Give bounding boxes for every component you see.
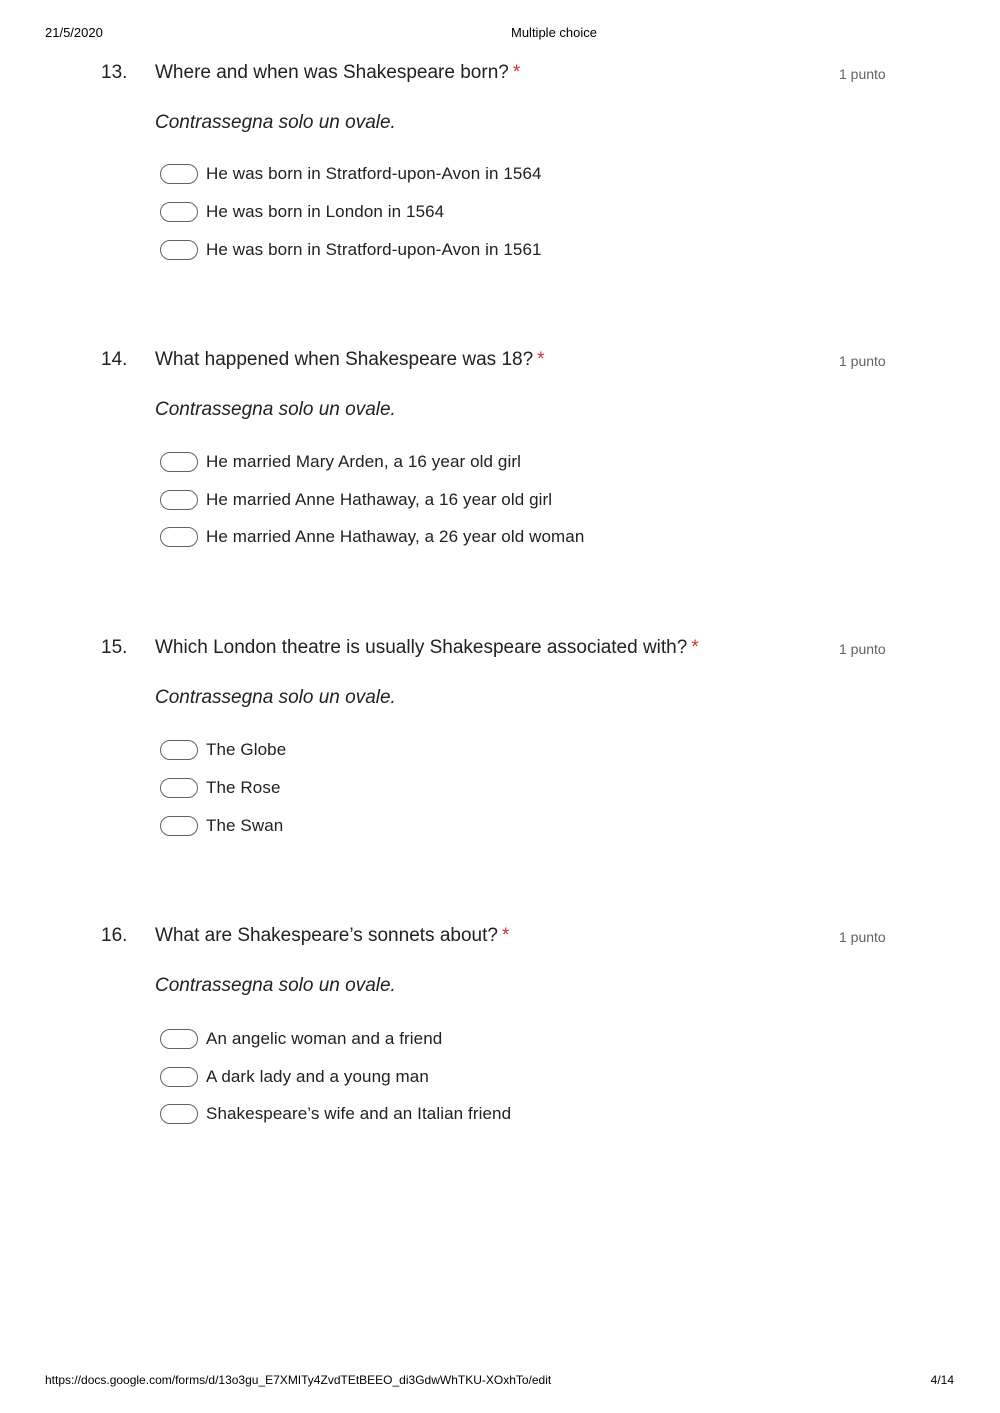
page-url: https://docs.google.com/forms/d/13o3gu_E7XMITy4ZvdTEtBEEO_di3GdwWhTKU-XOxhTo/edit: [45, 1373, 552, 1387]
option-label: The Globe: [206, 740, 287, 759]
option-label: The Rose: [206, 778, 281, 797]
option[interactable]: [160, 814, 283, 838]
option-label: The Swan: [206, 816, 284, 835]
question-14: [0, 349, 1000, 609]
document-title: Multiple choice: [511, 25, 597, 40]
question-number: 15.: [101, 637, 128, 658]
radio-oval-icon[interactable]: [160, 740, 198, 760]
option[interactable]: [160, 738, 286, 762]
radio-oval-icon[interactable]: [160, 1029, 198, 1049]
question-points: 1 punto: [839, 929, 886, 945]
radio-oval-icon[interactable]: [160, 778, 198, 798]
print-date: 21/5/2020: [45, 25, 103, 40]
option[interactable]: [160, 488, 552, 512]
radio-oval-icon[interactable]: [160, 527, 198, 547]
option-label: He married Anne Hathaway, a 26 year old woman: [206, 527, 585, 546]
question-points: 1 punto: [839, 353, 886, 369]
option[interactable]: [160, 1065, 429, 1089]
option[interactable]: [160, 162, 542, 186]
option-label: He was born in Stratford-upon-Avon in 1564: [206, 164, 542, 183]
radio-oval-icon[interactable]: [160, 240, 198, 260]
question-label: What are Shakespeare’s sonnets about?: [155, 925, 498, 946]
question-label: Which London theatre is usually Shakespeare associated with?: [155, 637, 688, 658]
radio-oval-icon[interactable]: [160, 816, 198, 836]
question-text: [155, 349, 545, 371]
option-label: A dark lady and a young man: [206, 1067, 429, 1086]
option-label: An angelic woman and a friend: [206, 1029, 443, 1048]
option-label: He married Anne Hathaway, a 16 year old girl: [206, 490, 553, 509]
question-points: 1 punto: [839, 66, 886, 82]
question-points: 1 punto: [839, 641, 886, 657]
option[interactable]: [160, 200, 444, 224]
option-label: He married Mary Arden, a 16 year old girl: [206, 452, 521, 471]
question-number: 14.: [101, 349, 128, 370]
radio-oval-icon[interactable]: [160, 164, 198, 184]
option[interactable]: [160, 776, 281, 800]
question-text: [155, 637, 699, 659]
question-text: [155, 925, 509, 947]
option-label: Shakespeare’s wife and an Italian friend: [206, 1104, 512, 1123]
question-instruction: Contrassegna solo un ovale.: [155, 112, 396, 133]
question-13: [0, 62, 1000, 322]
required-asterisk: *: [512, 62, 521, 83]
option-label: He was born in Stratford-upon-Avon in 1561: [206, 240, 542, 259]
question-number: 13.: [101, 62, 128, 83]
option[interactable]: [160, 525, 584, 549]
question-instruction: Contrassegna solo un ovale.: [155, 399, 396, 420]
question-label: What happened when Shakespeare was 18?: [155, 349, 534, 370]
required-asterisk: *: [501, 925, 510, 946]
page-number: 4/14: [930, 1373, 954, 1387]
radio-oval-icon[interactable]: [160, 490, 198, 510]
option-label: He was born in London in 1564: [206, 202, 445, 221]
question-15: [0, 637, 1000, 897]
required-asterisk: *: [537, 349, 545, 370]
question-label: Where and when was Shakespeare born?: [155, 62, 509, 83]
radio-oval-icon[interactable]: [160, 452, 198, 472]
option[interactable]: [160, 238, 542, 262]
required-asterisk: *: [691, 637, 699, 658]
radio-oval-icon[interactable]: [160, 1104, 198, 1124]
question-instruction: Contrassegna solo un ovale.: [155, 687, 396, 708]
question-number: 16.: [101, 925, 128, 946]
radio-oval-icon[interactable]: [160, 1067, 198, 1087]
question-16: [0, 925, 1000, 1185]
option[interactable]: [160, 1102, 511, 1126]
question-instruction: Contrassegna solo un ovale.: [155, 975, 396, 996]
radio-oval-icon[interactable]: [160, 202, 198, 222]
question-text: [155, 62, 520, 84]
option[interactable]: [160, 450, 521, 474]
option[interactable]: [160, 1027, 442, 1051]
